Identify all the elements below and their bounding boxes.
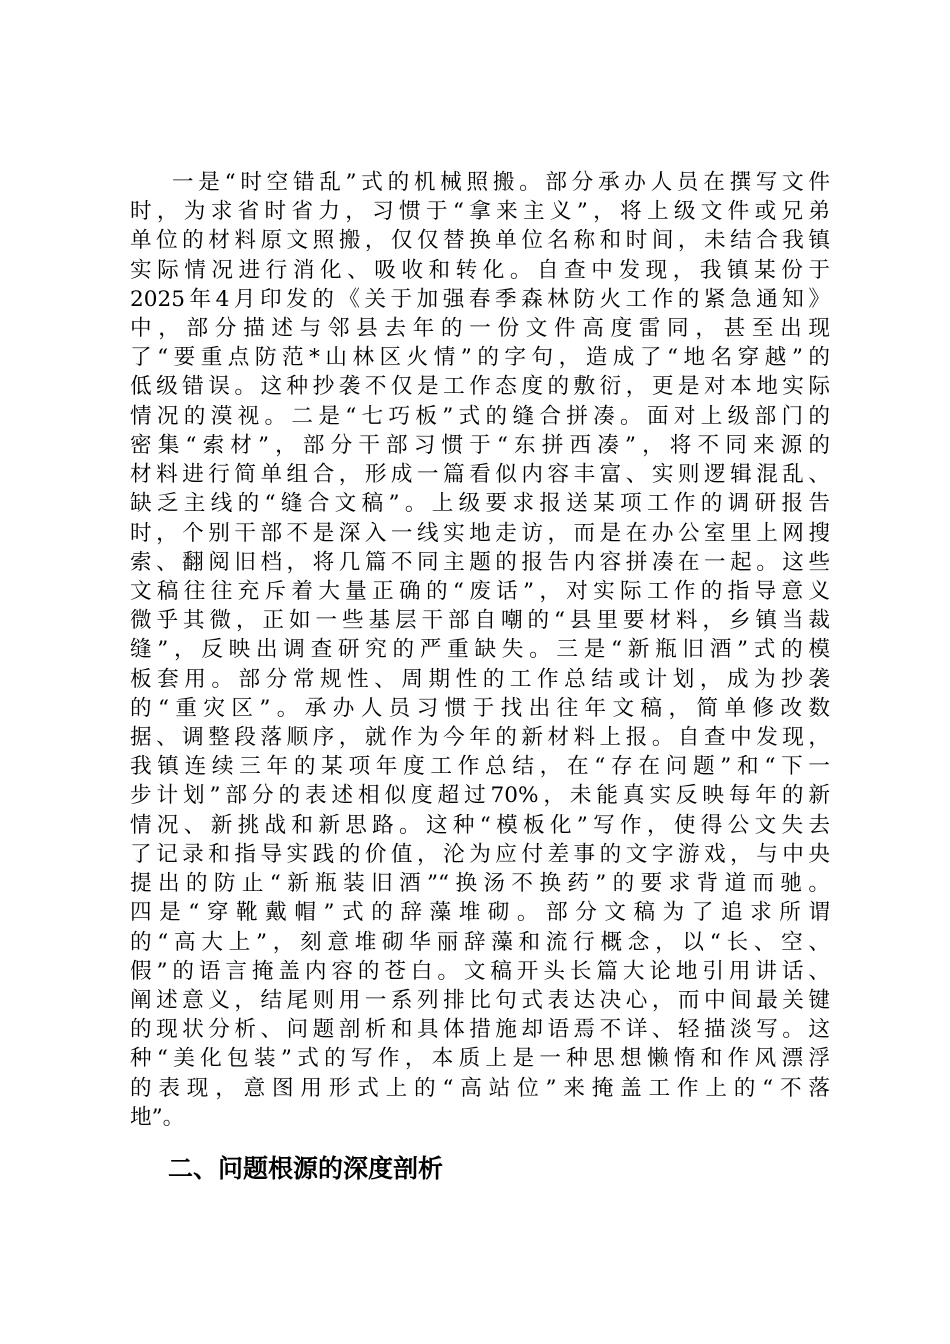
paragraph-line-33: 地”。 (130, 1104, 185, 1130)
paragraph-line-10: 密集“索材”，部分干部习惯于“东拼西凑”，将不同来源的 (130, 432, 830, 458)
paragraph-line-9: 情况的漠视。二是“七巧板”式的缝合拼凑。面对上级部门的 (130, 403, 830, 429)
paragraph-line-22: 步计划”部分的表述相似度超过70%，未能真实反映每年的新 (130, 783, 830, 809)
paragraph-line-14: 索、翻阅旧档，将几篇不同主题的报告内容拼凑在一起。这些 (130, 549, 830, 575)
paragraph-line-2: 时，为求省时省力，习惯于“拿来主义”，将上级文件或兄弟 (130, 199, 830, 225)
paragraph-line-15: 文稿往往充斥着大量正确的“废话”，对实际工作的指导意义 (130, 578, 830, 604)
paragraph-line-1: 一是“时空错乱”式的机械照搬。部分承办人员在撰写文件 (172, 170, 830, 195)
paragraph-line-23: 情况、新挑战和新思路。这种“模板化”写作，使得公文失去 (130, 812, 830, 838)
paragraph-line-21: 我镇连续三年的某项年度工作总结，在“存在问题”和“下一 (130, 754, 830, 780)
paragraph-line-29: 阐述意义，结尾则用一系列排比句式表达决心，而中间最关键 (130, 987, 830, 1013)
paragraph-line-4: 实际情况进行消化、吸收和转化。自查中发现，我镇某份于 (130, 257, 830, 283)
paragraph-line-18: 板套用。部分常规性、周期性的工作总结或计划，成为抄袭 (130, 666, 830, 692)
section-heading: 二、问题根源的深度剖析 (168, 1154, 444, 1183)
paragraph-line-20: 据、调整段落顺序，就作为今年的新材料上报。自查中发现， (130, 725, 830, 751)
paragraph-line-26: 四是“穿靴戴帽”式的辞藻堆砌。部分文稿为了追求所谓 (130, 900, 830, 926)
paragraph-line-6: 中，部分描述与邻县去年的一份文件高度雷同，甚至出现 (130, 316, 830, 342)
paragraph-line-31: 种“美化包装”式的写作，本质上是一种思想懒惰和作风漂浮 (130, 1046, 830, 1072)
paragraph-line-28: 假”的语言掩盖内容的苍白。文稿开头长篇大论地引用讲话、 (130, 958, 830, 984)
paragraph-line-25: 提出的防止“新瓶装旧酒”“换汤不换药”的要求背道而驰。 (130, 871, 830, 897)
paragraph-line-24: 了记录和指导实践的价值，沦为应付差事的文字游戏，与中央 (130, 841, 830, 867)
paragraph-line-19: 的“重灾区”。承办人员习惯于找出往年文稿，简单修改数 (130, 695, 830, 721)
paragraph-line-5: 2025年4月印发的《关于加强春季森林防火工作的紧急通知》 (130, 286, 830, 312)
paragraph-line-27: 的“高大上”，刻意堆砌华丽辞藻和流行概念，以“长、空、 (130, 929, 830, 955)
paragraph-line-16: 微乎其微，正如一些基层干部自嘲的“县里要材料，乡镇当裁 (130, 608, 830, 634)
paragraph-line-32: 的表现，意图用形式上的“高站位”来掩盖工作上的“不落 (130, 1075, 830, 1101)
paragraph-line-13: 时，个别干部不是深入一线实地走访，而是在办公室里上网搜 (130, 520, 830, 546)
paragraph-line-8: 低级错误。这种抄袭不仅是工作态度的敷衍，更是对本地实际 (130, 374, 830, 400)
paragraph-line-3: 单位的材料原文照搬，仅仅替换单位名称和时间，未结合我镇 (130, 228, 830, 254)
paragraph-line-7: 了“要重点防范*山林区火情”的字句，造成了“地名穿越”的 (130, 345, 830, 371)
paragraph-line-30: 的现状分析、问题剖析和具体措施却语焉不详、轻描淡写。这 (130, 1017, 830, 1043)
paragraph-line-12: 缺乏主线的“缝合文稿”。上级要求报送某项工作的调研报告 (130, 491, 830, 517)
paragraph-line-17: 缝”，反映出调查研究的严重缺失。三是“新瓶旧酒”式的模 (130, 637, 830, 663)
paragraph-line-11: 材料进行简单组合，形成一篇看似内容丰富、实则逻辑混乱、 (130, 462, 830, 488)
